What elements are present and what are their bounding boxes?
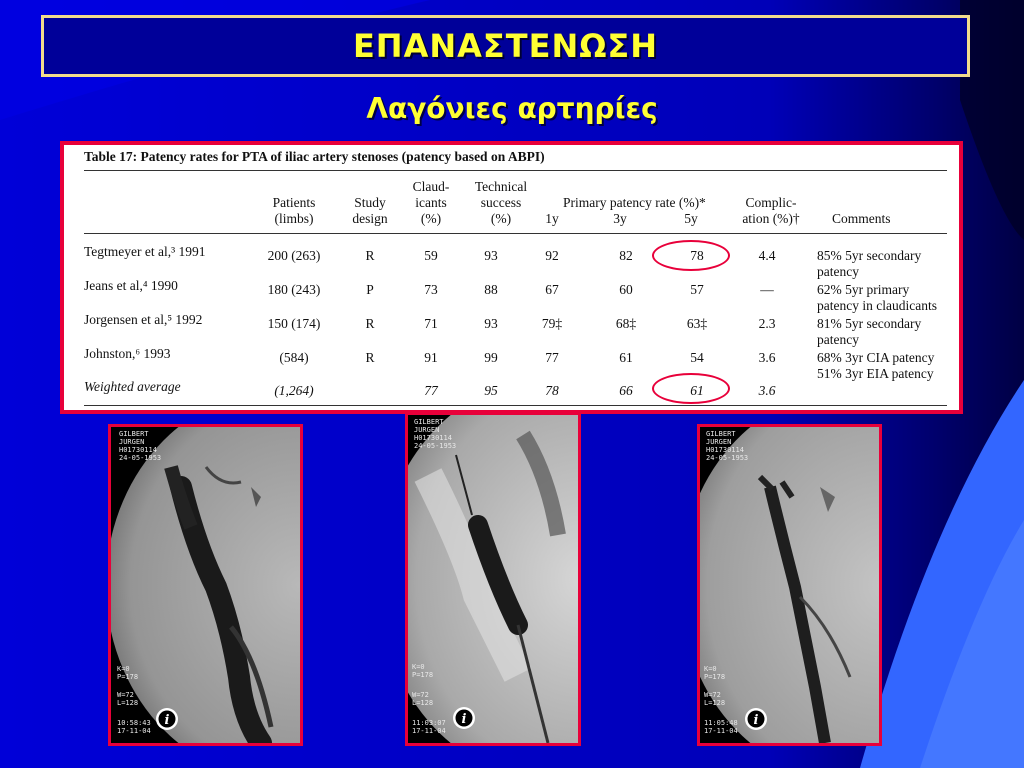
info-icon — [745, 708, 767, 730]
cell-y1: 67 — [545, 282, 559, 297]
study-name-cell: Johnston,⁶ 1993 — [84, 346, 171, 361]
comment-line-1: 62% 5yr primary — [817, 282, 910, 297]
cell-design: R — [365, 248, 375, 263]
ang3-w: W=72 — [704, 691, 721, 699]
cell-design: R — [365, 350, 375, 365]
svg-text:i: i — [753, 713, 759, 728]
ang2-l: L=128 — [412, 699, 434, 707]
angiogram-balloon — [405, 412, 581, 746]
cell-y3: 66 — [619, 383, 633, 398]
cell-compl: — — [760, 282, 774, 297]
comment-line-2: patency in claudicants — [817, 298, 937, 313]
cell-patients: (1,264) — [274, 383, 314, 398]
ang2-id: H01730114 — [414, 434, 452, 442]
header-tech-l2: success — [480, 195, 522, 210]
svg-text:i: i — [164, 713, 170, 728]
cell-patients: 180 (243) — [267, 282, 321, 297]
header-patients-l2: (limbs) — [274, 211, 314, 226]
ang2-date: 17-11-04 — [412, 727, 446, 735]
highlight-circle-61 — [652, 373, 730, 404]
angiogram-pre — [108, 424, 303, 746]
cell-y5: 57 — [690, 282, 704, 297]
header-patients — [273, 195, 316, 227]
header-technical — [475, 179, 527, 227]
slide-subtitle: Λαγόνιες αρτηρίες — [366, 92, 658, 125]
ang1-k: K=0 — [117, 665, 130, 673]
cell-compl: 3.6 — [758, 350, 776, 365]
info-icon — [453, 707, 475, 729]
table-rule-top — [84, 170, 947, 171]
cell-claud: 73 — [424, 282, 438, 297]
ang2-w: W=72 — [412, 691, 429, 699]
highlight-circle-78 — [652, 240, 730, 271]
cell-tech: 93 — [484, 316, 498, 331]
cell-y3: 82 — [619, 248, 633, 263]
ang3-k: K=0 — [704, 665, 717, 673]
header-tech-l3: (%) — [490, 211, 512, 226]
cell-y3: 68‡ — [615, 316, 637, 331]
cell-patients: (584) — [279, 350, 309, 365]
ang3-p: P=178 — [704, 673, 726, 681]
ang1-w: W=72 — [117, 691, 134, 699]
study-name-cell: Jorgensen et al,⁵ 1992 — [84, 312, 203, 327]
header-5y: 5y — [684, 211, 698, 226]
ang2-k: K=0 — [412, 663, 425, 671]
cell-y3: 61 — [619, 350, 633, 365]
comment-line-1: 85% 5yr secondary — [817, 248, 922, 263]
header-primary: Primary patency rate (%)* — [563, 195, 706, 210]
cell-y1: 78 — [545, 383, 559, 398]
cell-y1: 77 — [545, 350, 559, 365]
cell-y5: 78 — [690, 248, 704, 263]
header-complication — [742, 195, 799, 227]
cell-y5: 61 — [690, 383, 704, 398]
header-3y: 3y — [613, 211, 627, 226]
comment-line-1: 68% 3yr CIA patency — [817, 350, 935, 365]
ang1-id: H01730114 — [119, 446, 157, 454]
header-tech-l1: Technical — [474, 179, 528, 194]
cell-claud: 91 — [424, 350, 438, 365]
comment-line-2: 51% 3yr EIA patency — [817, 366, 934, 381]
header-design-l1: Study — [354, 195, 386, 210]
ang3-name: GILBERT — [706, 430, 736, 438]
ang3-time: 11:05:48 — [704, 719, 738, 727]
ang2-p: P=178 — [412, 671, 434, 679]
ang1-dob: 24-05-1953 — [119, 454, 162, 462]
comment-line-2: patency — [817, 264, 859, 279]
ang1-date: 17-11-04 — [117, 727, 151, 735]
ang3-l: L=128 — [704, 699, 726, 707]
patency-table — [60, 141, 963, 414]
header-claudicants — [413, 179, 450, 227]
info-icon — [156, 708, 178, 730]
ang3-date: 17-11-04 — [704, 727, 738, 735]
cell-design: R — [365, 316, 375, 331]
ang2-dob: 24-05-1953 — [414, 442, 457, 450]
slide-title-box — [41, 15, 970, 77]
svg-text:i: i — [461, 712, 467, 727]
cell-y5: 63‡ — [686, 316, 708, 331]
ang2-first: JURGEN — [414, 426, 440, 434]
cell-y5: 54 — [690, 350, 704, 365]
cell-claud: 71 — [424, 316, 438, 331]
study-name-cell: Tegtmeyer et al,³ 1991 — [84, 244, 206, 259]
cell-y1: 92 — [545, 248, 559, 263]
header-comments: Comments — [832, 211, 891, 226]
table-rule-mid — [84, 233, 947, 234]
table-caption: Table 17: Patency rates for PTA of iliac artery stenoses (patency based on ABPI) — [84, 149, 545, 164]
cell-claud: 77 — [424, 383, 438, 398]
table-rule-bottom — [84, 405, 947, 406]
ang1-name: GILBERT — [119, 430, 149, 438]
ang3-first: JURGEN — [706, 438, 732, 446]
header-claud-l2: icants — [415, 195, 447, 210]
slide-title: ΕΠΑΝΑΣΤΕΝΩΣΗ — [352, 27, 659, 65]
cell-compl: 3.6 — [758, 383, 776, 398]
cell-tech: 88 — [484, 282, 498, 297]
cell-tech: 95 — [484, 383, 498, 398]
ang1-time: 10:58:43 — [117, 719, 151, 727]
ang1-first: JURGEN — [119, 438, 145, 446]
cell-compl: 2.3 — [758, 316, 776, 331]
ang2-name: GILBERT — [414, 418, 444, 426]
study-name-cell: Weighted average — [84, 379, 181, 394]
cell-patients: 150 (174) — [267, 316, 321, 331]
comment-line-1: 81% 5yr secondary — [817, 316, 922, 331]
cell-y1: 79‡ — [541, 316, 563, 331]
ang3-id: H01730114 — [706, 446, 744, 454]
header-claud-l1: Claud- — [412, 179, 450, 194]
ang1-p: P=178 — [117, 673, 139, 681]
header-patients-l1: Patients — [272, 195, 316, 210]
header-design-l2: design — [352, 211, 388, 226]
cell-tech: 99 — [484, 350, 498, 365]
cell-y3: 60 — [619, 282, 633, 297]
ang2-time: 11:03:07 — [412, 719, 446, 727]
ang1-l: L=128 — [117, 699, 139, 707]
cell-tech: 93 — [484, 248, 498, 263]
header-claud-l3: (%) — [420, 211, 442, 226]
cell-claud: 59 — [424, 248, 438, 263]
cell-patients: 200 (263) — [267, 248, 321, 263]
angiogram-post — [697, 424, 882, 746]
cell-compl: 4.4 — [758, 248, 776, 263]
comment-line-2: patency — [817, 332, 859, 347]
header-1y: 1y — [545, 211, 559, 226]
cell-design: P — [366, 282, 374, 297]
header-compl-l1: Complic- — [745, 195, 797, 210]
ang3-dob: 24-05-1953 — [706, 454, 749, 462]
study-name-cell: Jeans et al,⁴ 1990 — [84, 278, 178, 293]
header-design — [352, 195, 387, 227]
header-compl-l2: ation (%)† — [742, 211, 800, 226]
